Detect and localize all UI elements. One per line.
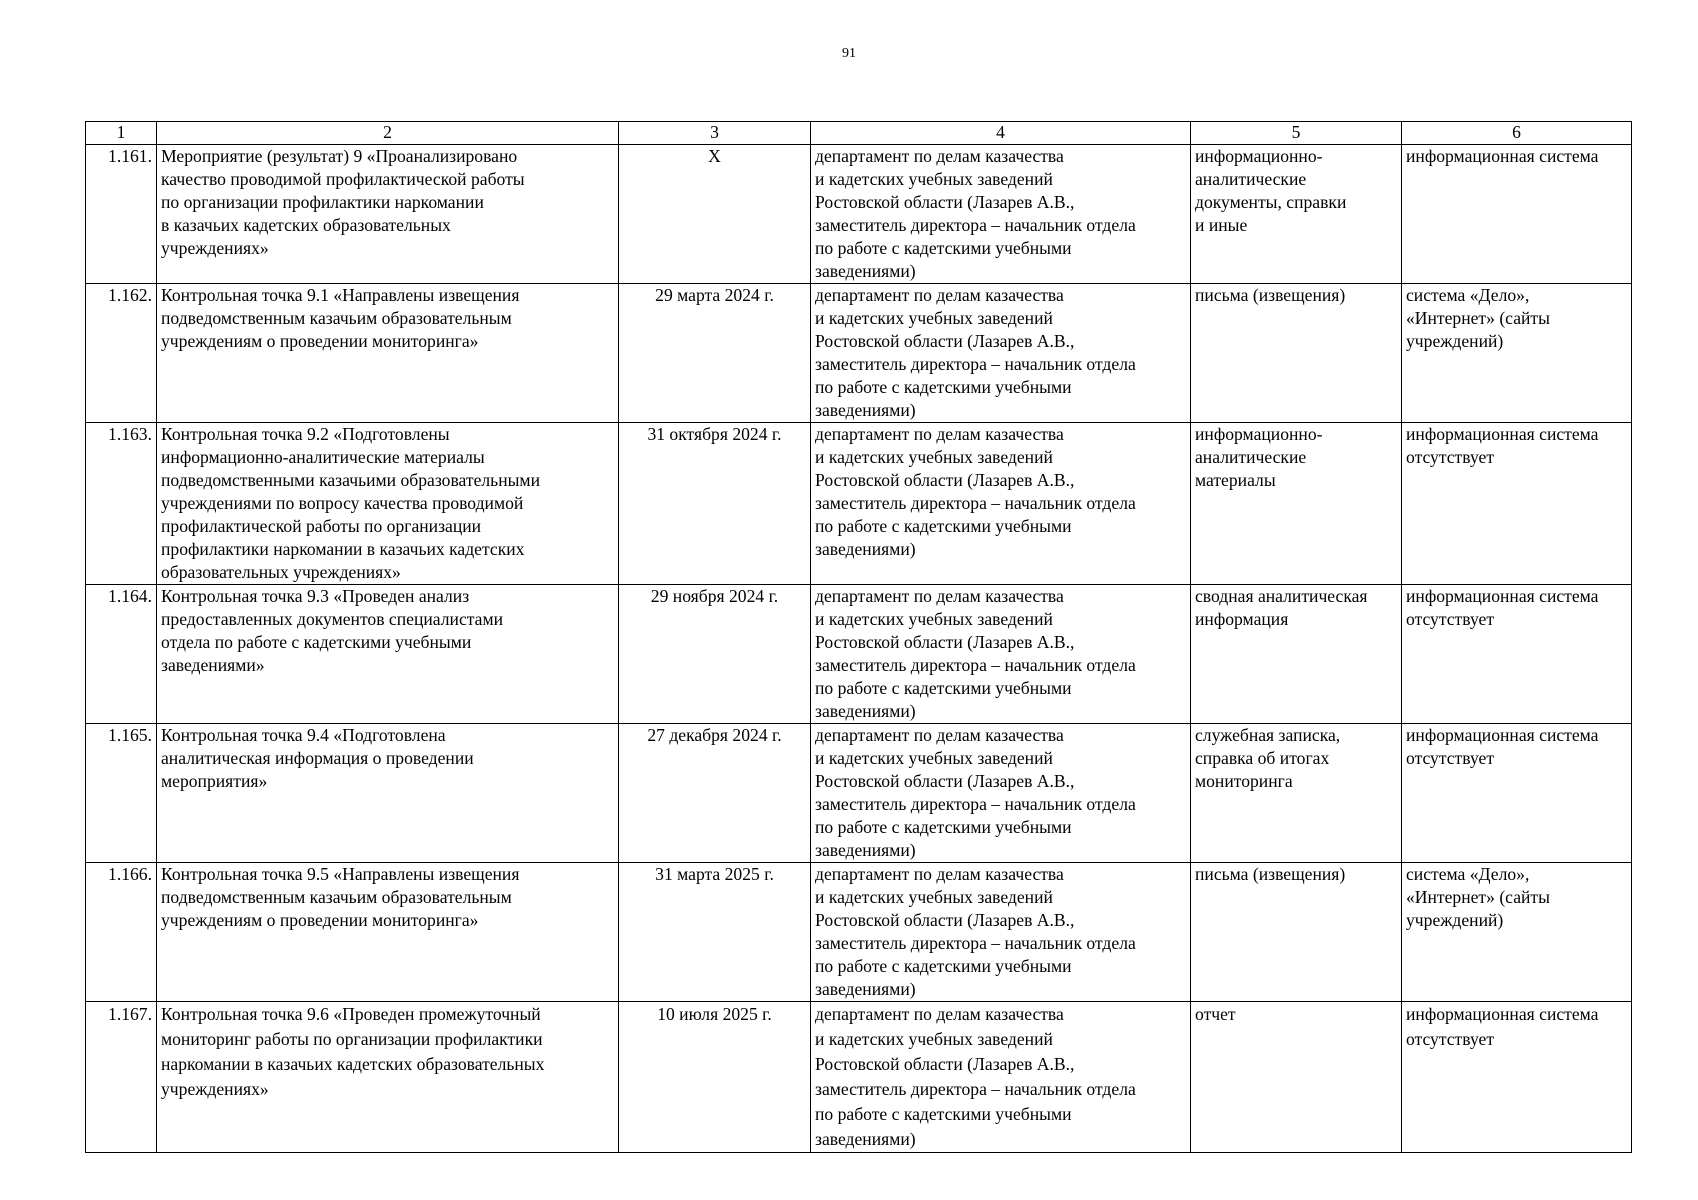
- responsible-cell-line: Ростовской области (Лазарев А.В.,: [815, 771, 1075, 791]
- date-cell: 31 октября 2024 г.: [619, 423, 811, 585]
- event-cell-line: учреждениям о проведении мониторинга»: [161, 910, 479, 930]
- responsible-cell-line: департамент по делам казачества: [815, 1004, 1064, 1024]
- responsible-cell-line: заместитель директора – начальник отдела: [815, 1079, 1136, 1099]
- responsible-cell-line: заведениями): [815, 1129, 916, 1149]
- column-header-2: 2: [157, 122, 619, 145]
- information-system-cell: [1402, 585, 1632, 724]
- event-cell-line: подведомственными казачьими образовательными: [161, 470, 540, 490]
- document-type-cell-line: и иные: [1195, 215, 1248, 235]
- responsible-cell-line: и кадетских учебных заведений: [815, 308, 1053, 328]
- information-system-cell-line: учреждений): [1406, 331, 1504, 351]
- table-row: [86, 284, 1632, 423]
- event-cell-line: Контрольная точка 9.6 «Проведен промежуточный: [161, 1004, 541, 1024]
- responsible-cell-line: Ростовской области (Лазарев А.В.,: [815, 192, 1075, 212]
- information-system-cell-line: информационная система: [1406, 1004, 1599, 1024]
- information-system-cell-line: система «Дело»,: [1406, 864, 1530, 884]
- row-number: 1.164.: [86, 585, 157, 724]
- event-cell-line: подведомственным казачьим образовательным: [161, 887, 512, 907]
- information-system-cell-line: информационная система: [1406, 146, 1599, 166]
- document-type-cell: [1191, 284, 1402, 423]
- responsible-cell-line: Ростовской области (Лазарев А.В.,: [815, 1054, 1075, 1074]
- responsible-cell-line: заместитель директора – начальник отдела: [815, 215, 1136, 235]
- event-cell-line: предоставленных документов специалистами: [161, 609, 504, 629]
- event-cell-line: профилактической работы по организации: [161, 516, 482, 536]
- column-header-5: 5: [1191, 122, 1402, 145]
- responsible-cell-line: и кадетских учебных заведений: [815, 1029, 1053, 1049]
- responsible-cell-line: департамент по делам казачества: [815, 146, 1064, 166]
- information-system-cell-line: информационная система: [1406, 725, 1599, 745]
- date-cell: 31 марта 2025 г.: [619, 863, 811, 1002]
- row-number: 1.161.: [86, 145, 157, 284]
- information-system-cell: [1402, 724, 1632, 863]
- document-type-cell-line: мониторинга: [1195, 771, 1293, 791]
- information-system-cell-line: информационная система: [1406, 424, 1599, 444]
- document-type-cell-line: отчет: [1195, 1004, 1236, 1024]
- event-cell-line: аналитическая информация о проведении: [161, 748, 474, 768]
- document-type-cell-line: служебная записка,: [1195, 725, 1341, 745]
- responsible-cell-line: заведениями): [815, 979, 916, 999]
- responsible-cell-line: и кадетских учебных заведений: [815, 748, 1053, 768]
- information-system-cell-line: отсутствует: [1406, 1029, 1495, 1049]
- responsible-cell-line: заместитель директора – начальник отдела: [815, 794, 1136, 814]
- table-body: [86, 145, 1632, 1153]
- document-type-cell-line: справка об итогах: [1195, 748, 1330, 768]
- event-cell-line: учреждениями по вопросу качества проводимой: [161, 493, 524, 513]
- document-type-cell: [1191, 145, 1402, 284]
- event-cell-line: информационно-аналитические материалы: [161, 447, 485, 467]
- responsible-cell: [811, 284, 1191, 423]
- row-number: 1.166.: [86, 863, 157, 1002]
- event-cell-line: по организации профилактики наркомании: [161, 192, 484, 212]
- date-cell: X: [619, 145, 811, 284]
- document-type-cell-line: письма (извещения): [1195, 864, 1346, 884]
- responsible-cell-line: по работе с кадетскими учебными: [815, 678, 1072, 698]
- responsible-cell-line: департамент по делам казачества: [815, 586, 1064, 606]
- table-row: [86, 863, 1632, 1002]
- responsible-cell: [811, 145, 1191, 284]
- event-cell: [157, 585, 619, 724]
- document-type-cell-line: информация: [1195, 609, 1289, 629]
- document-type-cell-line: информационно-: [1195, 424, 1323, 444]
- information-system-cell-line: информационная система: [1406, 586, 1599, 606]
- document-type-cell-line: аналитические: [1195, 169, 1307, 189]
- information-system-cell-line: «Интернет» (сайты: [1406, 308, 1550, 328]
- responsible-cell-line: по работе с кадетскими учебными: [815, 377, 1072, 397]
- event-cell-line: образовательных учреждениях»: [161, 562, 401, 582]
- responsible-cell-line: заместитель директора – начальник отдела: [815, 655, 1136, 675]
- document-type-cell-line: материалы: [1195, 470, 1276, 490]
- table-row: [86, 145, 1632, 284]
- information-system-cell-line: отсутствует: [1406, 609, 1495, 629]
- responsible-cell-line: департамент по делам казачества: [815, 424, 1064, 444]
- event-cell: [157, 284, 619, 423]
- event-cell-line: Контрольная точка 9.3 «Проведен анализ: [161, 586, 470, 606]
- page-number: 91: [842, 46, 856, 61]
- responsible-cell-line: департамент по делам казачества: [815, 864, 1064, 884]
- event-cell-line: отдела по работе с кадетскими учебными: [161, 632, 472, 652]
- information-system-cell: [1402, 863, 1632, 1002]
- responsible-cell-line: заведениями): [815, 701, 916, 721]
- event-cell-line: Контрольная точка 9.5 «Направлены извещения: [161, 864, 520, 884]
- date-cell: 29 ноября 2024 г.: [619, 585, 811, 724]
- column-number-row: [86, 122, 1632, 145]
- event-cell: [157, 863, 619, 1002]
- event-cell-line: в казачьих кадетских образовательных: [161, 215, 451, 235]
- information-system-cell-line: система «Дело»,: [1406, 285, 1530, 305]
- event-cell-line: учреждениях»: [161, 238, 269, 258]
- responsible-cell-line: по работе с кадетскими учебными: [815, 1104, 1072, 1124]
- information-system-cell: [1402, 284, 1632, 423]
- event-cell-line: подведомственным казачьим образовательным: [161, 308, 512, 328]
- event-cell-line: заведениями»: [161, 655, 265, 675]
- responsible-cell-line: и кадетских учебных заведений: [815, 169, 1053, 189]
- document-type-cell: [1191, 724, 1402, 863]
- column-header-3: 3: [619, 122, 811, 145]
- responsible-cell-line: заведениями): [815, 840, 916, 860]
- responsible-cell-line: и кадетских учебных заведений: [815, 609, 1053, 629]
- responsible-cell-line: заведениями): [815, 539, 916, 559]
- document-type-cell: [1191, 423, 1402, 585]
- document-type-cell-line: письма (извещения): [1195, 285, 1346, 305]
- row-number: 1.167.: [86, 1002, 157, 1153]
- event-cell: [157, 724, 619, 863]
- responsible-cell-line: департамент по делам казачества: [815, 725, 1064, 745]
- event-cell-line: Контрольная точка 9.2 «Подготовлены: [161, 424, 450, 444]
- information-system-cell-line: отсутствует: [1406, 748, 1495, 768]
- event-cell-line: мониторинг работы по организации профилактики: [161, 1029, 543, 1049]
- responsible-cell-line: по работе с кадетскими учебными: [815, 956, 1072, 976]
- table-row: [86, 1002, 1632, 1153]
- responsible-cell-line: департамент по делам казачества: [815, 285, 1064, 305]
- event-cell: [157, 423, 619, 585]
- responsible-cell-line: и кадетских учебных заведений: [815, 887, 1053, 907]
- information-system-cell: [1402, 423, 1632, 585]
- document-type-cell-line: сводная аналитическая: [1195, 586, 1368, 606]
- responsible-cell-line: Ростовской области (Лазарев А.В.,: [815, 331, 1075, 351]
- event-cell-line: Мероприятие (результат) 9 «Проанализировано: [161, 146, 518, 166]
- event-cell-line: наркомании в казачьих кадетских образовательных: [161, 1054, 545, 1074]
- responsible-cell-line: заведениями): [815, 261, 916, 281]
- responsible-cell-line: заместитель директора – начальник отдела: [815, 933, 1136, 953]
- date-cell: 27 декабря 2024 г.: [619, 724, 811, 863]
- information-system-cell-line: учреждений): [1406, 910, 1504, 930]
- responsible-cell-line: по работе с кадетскими учебными: [815, 516, 1072, 536]
- plan-table: [85, 121, 1632, 1153]
- information-system-cell: [1402, 1002, 1632, 1153]
- table-row: [86, 585, 1632, 724]
- responsible-cell-line: заместитель директора – начальник отдела: [815, 354, 1136, 374]
- responsible-cell: [811, 724, 1191, 863]
- event-cell-line: мероприятия»: [161, 771, 268, 791]
- document-type-cell-line: документы, справки: [1195, 192, 1347, 212]
- information-system-cell: [1402, 145, 1632, 284]
- responsible-cell-line: заведениями): [815, 400, 916, 420]
- document-type-cell-line: аналитические: [1195, 447, 1307, 467]
- event-cell-line: Контрольная точка 9.4 «Подготовлена: [161, 725, 446, 745]
- responsible-cell: [811, 863, 1191, 1002]
- document-type-cell: [1191, 863, 1402, 1002]
- column-header-1: 1: [86, 122, 157, 145]
- responsible-cell: [811, 423, 1191, 585]
- date-cell: 29 марта 2024 г.: [619, 284, 811, 423]
- date-cell: 10 июля 2025 г.: [619, 1002, 811, 1153]
- document-type-cell: [1191, 585, 1402, 724]
- responsible-cell-line: Ростовской области (Лазарев А.В.,: [815, 910, 1075, 930]
- event-cell: [157, 145, 619, 284]
- table-row: [86, 423, 1632, 585]
- responsible-cell-line: Ростовской области (Лазарев А.В.,: [815, 470, 1075, 490]
- responsible-cell-line: и кадетских учебных заведений: [815, 447, 1053, 467]
- responsible-cell-line: по работе с кадетскими учебными: [815, 238, 1072, 258]
- event-cell-line: учреждениях»: [161, 1079, 269, 1099]
- responsible-cell: [811, 1002, 1191, 1153]
- document-type-cell: [1191, 1002, 1402, 1153]
- row-number: 1.163.: [86, 423, 157, 585]
- event-cell-line: Контрольная точка 9.1 «Направлены извещения: [161, 285, 520, 305]
- responsible-cell-line: заместитель директора – начальник отдела: [815, 493, 1136, 513]
- event-cell-line: учреждениям о проведении мониторинга»: [161, 331, 479, 351]
- row-number: 1.165.: [86, 724, 157, 863]
- event-cell-line: качество проводимой профилактической работы: [161, 169, 525, 189]
- document-type-cell-line: информационно-: [1195, 146, 1323, 166]
- responsible-cell-line: Ростовской области (Лазарев А.В.,: [815, 632, 1075, 652]
- column-header-4: 4: [811, 122, 1191, 145]
- responsible-cell: [811, 585, 1191, 724]
- information-system-cell-line: «Интернет» (сайты: [1406, 887, 1550, 907]
- table-row: [86, 724, 1632, 863]
- row-number: 1.162.: [86, 284, 157, 423]
- column-header-6: 6: [1402, 122, 1632, 145]
- responsible-cell-line: по работе с кадетскими учебными: [815, 817, 1072, 837]
- event-cell: [157, 1002, 619, 1153]
- event-cell-line: профилактики наркомании в казачьих кадетских: [161, 539, 525, 559]
- information-system-cell-line: отсутствует: [1406, 447, 1495, 467]
